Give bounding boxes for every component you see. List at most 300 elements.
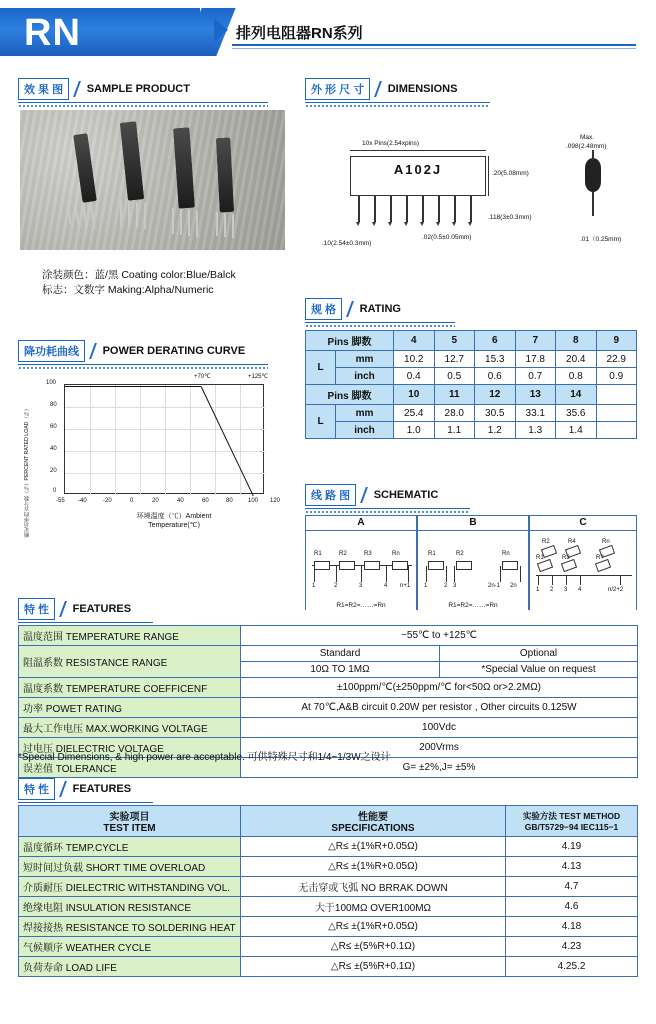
resistor-symbol [364,561,380,570]
header-arrow-icon [214,18,228,42]
feature-value-1a: Standard [241,646,440,662]
rating-pins-header-1: Pins 脚数 [306,331,394,351]
section-rating [305,298,637,328]
section-title-cn: 特 性 [18,778,55,800]
resistor-label-rn: Rn [392,551,400,557]
test-item-5: 气候顺序 WEATHER CYCLE [19,937,241,957]
section-title-cn: 特 性 [18,598,55,620]
test-method-header [506,806,638,837]
test-item-header [19,806,241,837]
test-spec-3: 大于100MΩ OVER100MΩ [241,897,506,917]
dim-pins-note: 10x Pins(2.54xpins) [362,140,420,147]
pin [172,208,174,234]
table-row [19,897,638,917]
slash-icon [58,782,70,796]
resistor-label-r4: R4 [568,539,576,545]
chart-xtick: 80 [226,498,233,504]
pin-label: 4 [384,583,388,589]
test-item-2: 介质耐压 DIELECTRIC WITHSTANDING VOL. [19,877,241,897]
table-row [19,806,638,837]
sample-product-photo [20,110,285,250]
header-rule-secondary [232,48,636,49]
feature-label-6: 过电压 DIELECTRIC VOLTAGE [19,738,241,758]
schematic-c [529,515,637,610]
table-row [19,626,638,646]
pin [232,214,234,238]
coating-info [42,268,236,298]
resistor-symbol [392,561,408,570]
test-item-header-en: TEST ITEM [103,823,156,834]
resistor-label-r2: R2 [542,539,550,545]
chart-annotation-70c: +70℃ [194,374,211,380]
chart-xtick: -40 [78,498,87,504]
section-title-cn: 降功耗曲线 [18,340,85,362]
dim-pitch: .10(2.54±0.3mm) [322,240,372,247]
lead-arrow-icon [420,222,424,226]
rating-mm-2: 12.7 [434,351,475,368]
table-row [306,385,637,405]
resistor-label-r3: R3 [562,555,570,561]
resistor-label-r1: R1 [428,551,436,557]
coating-line-1: 涂装颜色：蓝/黑 Coating color:Blue/Balck [42,269,236,281]
slash-icon [88,344,100,358]
chart-ytick: 80 [50,402,57,408]
rating-pin-2: 5 [434,331,475,351]
test-method-3: 4.6 [506,897,638,917]
lead [358,196,360,222]
pin [224,213,226,237]
rating-pins-header-2: Pins 脚数 [306,385,394,405]
section-underline [305,102,490,103]
resistor-symbol [428,561,444,570]
feature-label-3: 温度系数 TEMPERATURE COEFFICENF [19,678,241,698]
feature-value-0: −55℃ to +125℃ [241,626,638,646]
section-title-cn: 规 格 [305,298,342,320]
single-resistor-lead-bottom [592,192,594,216]
pin [196,211,198,237]
rating-pin-4: 7 [515,331,556,351]
coating-line-2: 标志：文数字 Making:Alpha/Numeric [42,284,214,296]
table-row [19,877,638,897]
chart-xtick: -55 [56,498,65,504]
rating-inch-3: 0.6 [475,368,516,385]
wire [566,575,567,585]
rating-mm-10: 33.1 [515,405,556,422]
rating-pin-5: 8 [556,331,597,351]
gridline [90,385,91,495]
pin [74,204,79,226]
schematic-b-footnote: R1=R2=……=Rn [448,602,498,609]
test-spec-0: △R≤ ±(1%R+0.05Ω) [241,837,506,857]
feature-value-4: At 70℃,A&B circuit 0.20W per resistor , Other circuits 0.125W [241,698,638,718]
rating-inch-10: 1.3 [515,422,556,439]
lead [374,196,376,222]
test-item-1: 短时间过负载 SHORT TIME OVERLOAD [19,857,241,877]
pin-label: 2n [510,583,517,589]
table-row [19,957,638,977]
pin-label: 2 [334,583,338,589]
rating-inch-7: 1.0 [394,422,435,439]
resistor-label-rn: Rn [602,539,610,545]
dim-height-line [488,156,489,196]
resistor-symbol [339,561,355,570]
feature-value-2b: *Special Value on request [440,662,638,678]
wire [408,566,409,582]
derating-chart [20,370,285,540]
lead-arrow-icon [356,222,360,226]
chart-xtick: 120 [270,498,281,504]
schematic-b [417,515,529,610]
pin-label: 1 [536,587,540,593]
rating-inch-11: 1.4 [556,422,597,439]
table-row [19,698,638,718]
chart-y-axis-label [24,406,33,538]
rating-unit-inch-2: inch [336,422,394,439]
section-title-en: SCHEMATIC [373,489,439,501]
test-method-1: 4.13 [506,857,638,877]
page-header [0,0,656,62]
test-item-6: 负荷寿命 LOAD LIFE [19,957,241,977]
pin [120,200,122,226]
rating-mm-empty [596,405,637,422]
rating-mm-6: 22.9 [596,351,637,368]
feature-value-7: G= ±2%,J= ±5% [241,758,638,778]
section-dots [305,324,455,328]
dim-width-line [350,150,486,151]
feature-label-4: 功率 POWET RATING [19,698,241,718]
pin [66,202,71,224]
feature-label-5: 最大工作电压 MAX.WORKING VOLTAGE [19,718,241,738]
rating-mm-3: 15.3 [475,351,516,368]
feature-value-1b: Optional [440,646,638,662]
rating-unit-mm-2: mm [336,405,394,422]
table-row [306,368,637,385]
table-row [19,917,638,937]
test-spec-header [241,806,506,837]
pin [216,212,218,236]
section-underline [18,364,268,365]
rating-l-label-2: L [306,405,336,439]
resistor-symbol [456,561,472,570]
section-title-en: DIMENSIONS [387,83,458,95]
page-title: 排列电阻器RN系列 [236,25,363,42]
gridline [190,385,191,495]
section-features-1 [18,598,638,628]
schematic-b-title: B [418,516,528,531]
chart-annotation-125c: +125℃ [248,374,269,380]
dimensions-drawing [300,110,640,285]
test-spec-2: 无击穿或飞弧 NO BRRAK DOWN [241,877,506,897]
section-title-cn: 线 路 图 [305,484,356,506]
dim-max-label: Max. [580,134,595,141]
lead [470,196,472,222]
chart-xtick: 20 [152,498,159,504]
table-row [306,351,637,368]
section-title-en: FEATURES [72,783,132,795]
pin-label: 1 [312,583,316,589]
lead-arrow-icon [372,222,376,226]
table-row [19,857,638,877]
resistor-label-r1: R1 [314,551,322,557]
rating-l-label-1: L [306,351,336,385]
test-spec-5: △R≤ ±(5%R+0.1Ω) [241,937,506,957]
table-row [19,646,638,662]
gridline [140,385,141,495]
feature-label-0: 温度范围 TEMPERATURE RANGE [19,626,241,646]
chart-y-axis-label-text: 额定功率的百分数（％）PERCENT RATED LOAD（％） [24,406,30,538]
pin-label: n/2+2 [608,587,624,593]
schematic-a-title: A [306,516,416,531]
test-spec-6: △R≤ ±(5%R+0.1Ω) [241,957,506,977]
section-dots [305,510,470,514]
chart-x-axis-label: 环境温度（℃）Ambient Temperature(℃) [136,513,212,529]
table-row [19,937,638,957]
rating-pin-empty [596,385,637,405]
dim-lead-length: .118(3±0.3mm) [488,214,532,221]
wire [361,566,362,582]
schematic-diagrams [305,515,637,610]
table-row [306,422,637,439]
pin-label: 4 [578,587,582,593]
rating-pin-10: 13 [515,385,556,405]
test-item-0: 温度循环 TEMP.CYCLE [19,837,241,857]
wire [520,566,521,582]
lead [422,196,424,222]
logo-text: RN [24,12,81,54]
section-underline [18,102,268,103]
section-title-en: FEATURES [72,603,132,615]
pin-label: 1 [424,583,428,589]
wire [446,566,447,582]
feature-value-6: 200Vrms [241,738,638,758]
lead [454,196,456,222]
rating-mm-4: 17.8 [515,351,556,368]
rating-pin-3: 6 [475,331,516,351]
resistor-label-rn: Rn [502,551,510,557]
pin-label: 3 [564,587,568,593]
test-method-6: 4.25.2 [506,957,638,977]
derating-flat-segment [65,386,201,387]
derating-slope-segment [200,386,253,496]
chart-ytick: 100 [46,380,57,386]
section-title-cn: 效 果 图 [18,78,69,100]
schematic-a [305,515,417,610]
rating-inch-1: 0.4 [394,368,435,385]
rating-pin-8: 11 [434,385,475,405]
rating-mm-7: 25.4 [394,405,435,422]
rating-pin-9: 12 [475,385,516,405]
rating-pin-1: 4 [394,331,435,351]
table-row [19,718,638,738]
pin [128,201,130,227]
section-derating-curve [18,340,286,370]
dim-lead-dia: .02(0.5±0.05mm) [422,234,472,241]
section-title-en: POWER DERATING CURVE [102,345,246,357]
test-spec-1: △R≤ ±(1%R+0.05Ω) [241,857,506,877]
test-method-5: 4.23 [506,937,638,957]
chart-ytick: 60 [50,424,57,430]
pin-label: 3 [453,583,457,589]
dim-height: .20(5.08mm) [492,170,529,177]
header-rule [232,44,636,46]
chart-xtick: 0 [130,498,134,504]
rating-mm-9: 30.5 [475,405,516,422]
gridline [240,385,241,495]
pin [180,209,182,235]
wire [620,575,621,585]
rating-inch-2: 0.5 [434,368,475,385]
lead [438,196,440,222]
section-underline [305,322,455,323]
test-method-4: 4.18 [506,917,638,937]
feature-label-1: 阻温系数 RESISTANCE RANGE [19,646,241,678]
test-method-header-cn: 实验方法 TEST METHOD [522,811,621,821]
table-row [306,405,637,422]
rating-inch-6: 0.9 [596,368,637,385]
pin-label: 2n-1 [488,583,501,589]
rating-inch-9: 1.2 [475,422,516,439]
chart-ytick: 20 [50,468,57,474]
rating-table [305,330,637,439]
feature-value-5: 100Vdc [241,718,638,738]
feature-value-3: ±100ppm/℃(±250ppm/℃ for<50Ω or>2.2MΩ) [241,678,638,698]
section-dots [18,104,268,108]
resistor-symbol [502,561,518,570]
test-method-table [18,805,638,977]
slash-icon [373,82,385,96]
rating-mm-8: 28.0 [434,405,475,422]
test-method-2: 4.7 [506,877,638,897]
rating-mm-1: 10.2 [394,351,435,368]
wire [580,575,581,585]
features-note: *Special Dimensions, & high power are acceptable. 可供特殊尺寸和1/4~1/3W之设计 [18,752,391,763]
test-item-3: 绝缘电阻 INSULATION RESISTANCE [19,897,241,917]
wire [426,566,427,582]
section-underline [18,622,153,623]
lead-arrow-icon [452,222,456,226]
test-method-0: 4.19 [506,837,638,857]
rating-inch-empty [596,422,637,439]
resistor-label-r1: R1 [536,555,544,561]
table-row [19,837,638,857]
wire [538,575,539,585]
section-sample-product [18,78,286,108]
test-item-header-cn: 实验项目 [109,812,150,823]
wire [336,566,337,582]
schematic-a-footnote: R1=R2=……=Rn [336,602,386,609]
chart-xtick: 40 [177,498,184,504]
single-resistor-body [585,158,601,192]
chart-ytick: 0 [53,488,57,494]
resistor-part [216,138,234,213]
gridline [165,385,166,495]
rating-pin-6: 9 [596,331,637,351]
rating-inch-8: 1.1 [434,422,475,439]
pin [90,207,95,229]
package-marking: A102J [393,162,443,177]
dim-max-value: .098(2.48mm) [566,143,607,150]
rating-inch-5: 0.8 [556,368,597,385]
chart-xtick: 100 [248,498,259,504]
lead-arrow-icon [388,222,392,226]
rating-pin-7: 10 [394,385,435,405]
rating-pin-11: 14 [556,385,597,405]
section-dots [305,104,490,108]
lead-arrow-icon [436,222,440,226]
pin [136,202,138,228]
wire [386,566,387,582]
resistor-part [73,133,96,202]
resistor-label-rx: R? [596,555,604,561]
slash-icon [72,82,84,96]
rating-mm-11: 35.6 [556,405,597,422]
lead-arrow-icon [404,222,408,226]
resistor-symbol [314,561,330,570]
chart-plot-area [64,384,264,494]
table-row [306,331,637,351]
wire [500,566,501,582]
test-item-4: 焊接接热 RESISTANCE TO SOLDERING HEAT [19,917,241,937]
resistor-label-r2: R2 [339,551,347,557]
section-title-en: SAMPLE PRODUCT [86,83,190,95]
gridline [115,385,116,495]
wire [536,575,632,576]
chart-xtick: -20 [103,498,112,504]
feature-value-2a: 10Ω TO 1MΩ [241,662,440,678]
schematic-c-title: C [530,516,636,531]
test-spec-header-en: SPECIFICATIONS [331,823,415,834]
lead [406,196,408,222]
feature-label-7: 误差值 TOLERANCE [19,758,241,778]
section-title-en: RATING [359,303,401,315]
test-spec-header-cn: 性能要 [358,812,388,823]
rating-mm-5: 20.4 [556,351,597,368]
rating-unit-inch-1: inch [336,368,394,385]
slash-icon [359,488,371,502]
section-underline [305,508,470,509]
resistor-part [120,121,144,200]
chart-ytick: 40 [50,446,57,452]
section-underline [18,802,153,803]
lead-arrow-icon [468,222,472,226]
section-dimensions [305,78,637,108]
single-resistor-lead-top [592,150,594,160]
table-row [19,678,638,698]
pin-label: 2 [444,583,448,589]
section-features-2 [18,778,638,808]
pin [82,206,87,228]
rating-unit-mm-1: mm [336,351,394,368]
rating-inch-4: 0.7 [515,368,556,385]
chart-xtick: 60 [202,498,209,504]
lead [390,196,392,222]
resistor-part [173,128,195,209]
pin [144,203,146,229]
wire [552,575,553,585]
slash-icon [58,602,70,616]
test-method-header-en: GB/T5729−94 IEC115−1 [524,822,619,832]
wire [454,566,455,582]
section-title-cn: 外 形 尺 寸 [305,78,370,100]
test-spec-4: △R≤ ±(1%R+0.05Ω) [241,917,506,937]
pin-label: n+1 [400,583,411,589]
pin-label: 3 [359,583,363,589]
slash-icon [345,302,357,316]
resistor-label-r3: R3 [364,551,372,557]
section-schematic [305,484,637,514]
pin-label: 2 [550,587,554,593]
resistor-label-r2: R2 [456,551,464,557]
